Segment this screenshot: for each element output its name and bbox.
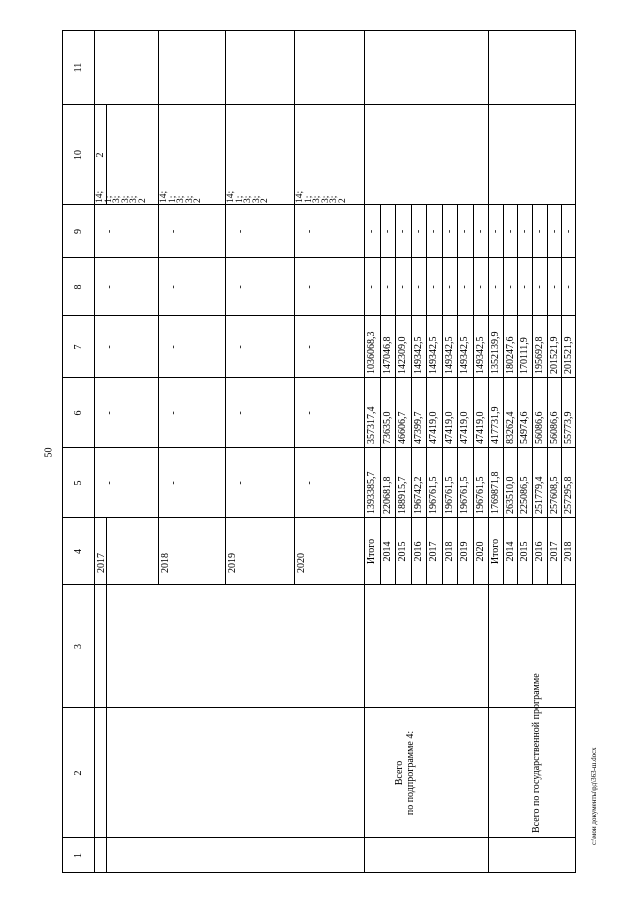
value-dash: - xyxy=(235,285,246,289)
subprogram-row-total-value: 220681,8 xyxy=(381,476,393,514)
subprogram-row-c8: - xyxy=(381,285,393,289)
table-border-left xyxy=(62,872,576,873)
subprogram-row-year: 2020 xyxy=(474,541,486,562)
subprogram-row-c9: - xyxy=(381,229,393,234)
value-dash: - xyxy=(104,481,115,485)
program-row-c9: - xyxy=(504,229,516,234)
column-number-8: 8 xyxy=(73,284,84,290)
value-dash: - xyxy=(168,345,179,349)
subprogram-row-federal-value: 147046,8 xyxy=(381,336,393,374)
value-dash: - xyxy=(168,229,179,234)
program-row-year: 2015 xyxy=(519,541,531,562)
program-row-c8: - xyxy=(519,285,531,289)
program-row-c9: - xyxy=(534,229,545,234)
subprogram-row-c8: - xyxy=(366,285,377,289)
table-border-bottom xyxy=(575,30,576,873)
value-dash: - xyxy=(235,411,246,415)
subprogram-row-year: 2017 xyxy=(428,541,439,562)
subprogram-row-federal-value: 149342,5 xyxy=(459,336,470,374)
program-top-line xyxy=(488,30,489,873)
rotated-table xyxy=(62,30,576,873)
subprogram-row-regional-value: 47419,0 xyxy=(459,411,470,444)
year-block-line xyxy=(294,30,295,585)
value-dash: - xyxy=(235,229,246,234)
program-row-year: 2014 xyxy=(504,541,516,562)
column-number-2: 2 xyxy=(73,770,84,776)
subprogram-row-total-value: 1393385,7 xyxy=(366,471,377,514)
subprogram-row-c9: - xyxy=(397,229,408,234)
program-row-regional-value: 56086,6 xyxy=(534,411,545,444)
program-row-c8: - xyxy=(490,285,501,289)
year-label: 2018 xyxy=(160,553,171,573)
value-dash: - xyxy=(304,285,315,289)
subprogram-row-regional-value: 47399,7 xyxy=(412,411,424,444)
value-dash: - xyxy=(235,345,246,349)
program-row-regional-value: 54974,6 xyxy=(519,411,531,444)
subprogram-row-regional-value: 73635,0 xyxy=(381,411,393,444)
year-label: 2019 xyxy=(227,553,238,573)
program-row-line xyxy=(517,205,518,585)
subprogram-row-federal-value: 1036068,3 xyxy=(366,331,377,374)
subprogram-row-total-value: 196742,2 xyxy=(412,476,424,514)
subprogram-row-federal-value: 149342,5 xyxy=(412,336,424,374)
subprogram-row-line xyxy=(426,205,427,585)
value-dash: - xyxy=(104,285,115,289)
subprogram-row-line xyxy=(473,205,474,585)
value-dash: - xyxy=(235,481,246,485)
subprogram-row-federal-value: 149342,5 xyxy=(474,336,486,374)
value-dash: - xyxy=(304,481,315,485)
program-row-c9: - xyxy=(548,229,560,234)
subprogram-row-c8: - xyxy=(428,285,439,289)
program-row-regional-value: 55773,9 xyxy=(563,411,575,444)
program-row-federal-value: 201521,9 xyxy=(563,336,575,374)
subprogram-row-c8: - xyxy=(443,285,455,289)
subprogram-row-c9: - xyxy=(443,229,455,234)
subprogram-row-year: 2018 xyxy=(443,541,455,562)
subprogram-row-total-value: 196761,5 xyxy=(459,476,470,514)
column-number-7: 7 xyxy=(73,344,84,350)
col10-codes: 14; 1; 3; 3; 2 xyxy=(226,190,271,203)
column-number-10: 10 xyxy=(73,150,84,160)
subprogram-row-line xyxy=(411,205,412,585)
program-row-total-value: 263510,0 xyxy=(504,476,516,514)
subprogram-row-c8: - xyxy=(412,285,424,289)
subprogram-row-year: 2019 xyxy=(459,541,470,562)
program-row-c9: - xyxy=(563,229,575,234)
subprogram-row-line xyxy=(364,205,365,585)
program-row-total-value: 225086,5 xyxy=(519,476,531,514)
program-row-federal-value: 180247,6 xyxy=(504,336,516,374)
year-label: 2020 xyxy=(296,553,307,573)
program-row-year: 2018 xyxy=(563,541,575,562)
program-row-c8: - xyxy=(548,285,560,289)
program-row-line xyxy=(547,205,548,585)
year-block-line xyxy=(225,30,226,585)
col10-top-number: 2 xyxy=(95,152,106,158)
program-row-line xyxy=(503,205,504,585)
year-block-line xyxy=(158,30,159,585)
value-dash: - xyxy=(104,345,115,349)
column-line-11 xyxy=(62,104,576,105)
column-number-1: 1 xyxy=(73,853,84,858)
footer-file-path: c:\мои документы\рд\363-ш.docx xyxy=(590,747,598,845)
column-line-2 xyxy=(62,837,576,838)
subprogram-row-federal-value: 142309,0 xyxy=(397,336,408,374)
program-row-c9: - xyxy=(519,229,531,234)
subprogram-row-line xyxy=(380,205,381,585)
column-number-9: 9 xyxy=(73,229,84,234)
subprogram-row-c9: - xyxy=(459,229,470,234)
column-number-5: 5 xyxy=(73,480,84,486)
subprogram-row-c8: - xyxy=(474,285,486,289)
program-row-year: Итого xyxy=(490,538,501,565)
col10-codes: 14; 1; 3; 3; 2 xyxy=(159,190,204,203)
program-row-line xyxy=(561,205,562,585)
value-dash: - xyxy=(304,345,315,349)
subprogram-row-line xyxy=(457,205,458,585)
col10-codes: 14; 1; 3; 3; 3; 2 xyxy=(295,190,348,203)
subprogram-row-federal-value: 149342,5 xyxy=(428,336,439,374)
value-dash: - xyxy=(168,481,179,485)
value-dash: - xyxy=(168,411,179,415)
subprogram-row-c9: - xyxy=(366,229,377,234)
program-row-year: 2017 xyxy=(548,541,560,562)
program-row-regional-value: 417731,9 xyxy=(490,406,501,444)
column-number-11: 11 xyxy=(73,62,84,73)
column-number-6: 6 xyxy=(73,410,84,416)
subprogram-row-total-value: 188915,7 xyxy=(397,476,408,514)
year-label: 2017 xyxy=(96,553,107,573)
subprogram-row-line xyxy=(442,205,443,585)
program-row-c8: - xyxy=(563,285,575,289)
subprogram-row-year: 2016 xyxy=(412,541,424,562)
value-dash: - xyxy=(168,285,179,289)
value-dash: - xyxy=(304,411,315,415)
subprogram-row-total-value: 196761,5 xyxy=(443,476,455,514)
program-row-total-value: 251779,4 xyxy=(534,476,545,514)
table-border-right xyxy=(62,30,576,31)
column-line-3 xyxy=(62,707,576,708)
program-row-federal-value: 1352139,9 xyxy=(490,331,501,374)
program-row-total-value: 257608,5 xyxy=(548,476,560,514)
subprogram-row-total-value: 196761,5 xyxy=(428,476,439,514)
value-dash: - xyxy=(104,411,115,415)
subprogram-row-c9: - xyxy=(428,229,439,234)
subprogram-row-year: 2014 xyxy=(381,541,393,562)
program-label: Всего по государственной программе xyxy=(531,673,542,833)
program-row-c9: - xyxy=(490,229,501,234)
col10-codes: 14; 1; 3; 3; 3; 2 xyxy=(95,190,148,203)
program-row-federal-value: 201521,9 xyxy=(548,336,560,374)
value-dash: - xyxy=(104,229,115,234)
value-dash: - xyxy=(304,229,315,234)
program-row-regional-value: 56086,6 xyxy=(548,411,560,444)
program-row-year: 2016 xyxy=(534,541,545,562)
subprogram-row-c9: - xyxy=(412,229,424,234)
subprogram-row-regional-value: 47419,0 xyxy=(474,411,486,444)
column-number-4: 4 xyxy=(73,549,84,554)
program-row-total-value: 1769871,8 xyxy=(490,471,501,514)
program-row-total-value: 257295,8 xyxy=(563,476,575,514)
page-number: 50 xyxy=(43,447,55,458)
column-number-3: 3 xyxy=(73,644,84,649)
program-row-federal-value: 195692,8 xyxy=(534,336,545,374)
subprogram-label: Всего по подпрограмме 4: xyxy=(394,730,416,816)
program-row-c8: - xyxy=(504,285,516,289)
subprogram-row-year: 2015 xyxy=(397,541,408,562)
subprogram-row-federal-value: 149342,5 xyxy=(443,336,455,374)
program-row-federal-value: 170111,9 xyxy=(519,337,531,374)
subprogram-row-total-value: 196761,5 xyxy=(474,476,486,514)
subprogram-row-regional-value: 357317,4 xyxy=(366,406,377,444)
program-row-c8: - xyxy=(534,285,545,289)
table-border-top xyxy=(62,30,63,873)
subprogram-row-c8: - xyxy=(397,285,408,289)
subprogram-row-regional-value: 46606,7 xyxy=(397,411,408,444)
subprogram-row-regional-value: 47419,0 xyxy=(428,411,439,444)
subprogram-row-line xyxy=(395,205,396,585)
program-row-regional-value: 83262,4 xyxy=(504,411,516,444)
program-row-line xyxy=(532,205,533,585)
subprogram-row-c8: - xyxy=(459,285,470,289)
subprogram-row-regional-value: 47419,0 xyxy=(443,411,455,444)
column-line-7 xyxy=(62,377,576,378)
subprogram-row-c9: - xyxy=(474,229,486,234)
column-line-6 xyxy=(62,447,576,448)
subprogram-row-year: Итого xyxy=(366,538,377,565)
